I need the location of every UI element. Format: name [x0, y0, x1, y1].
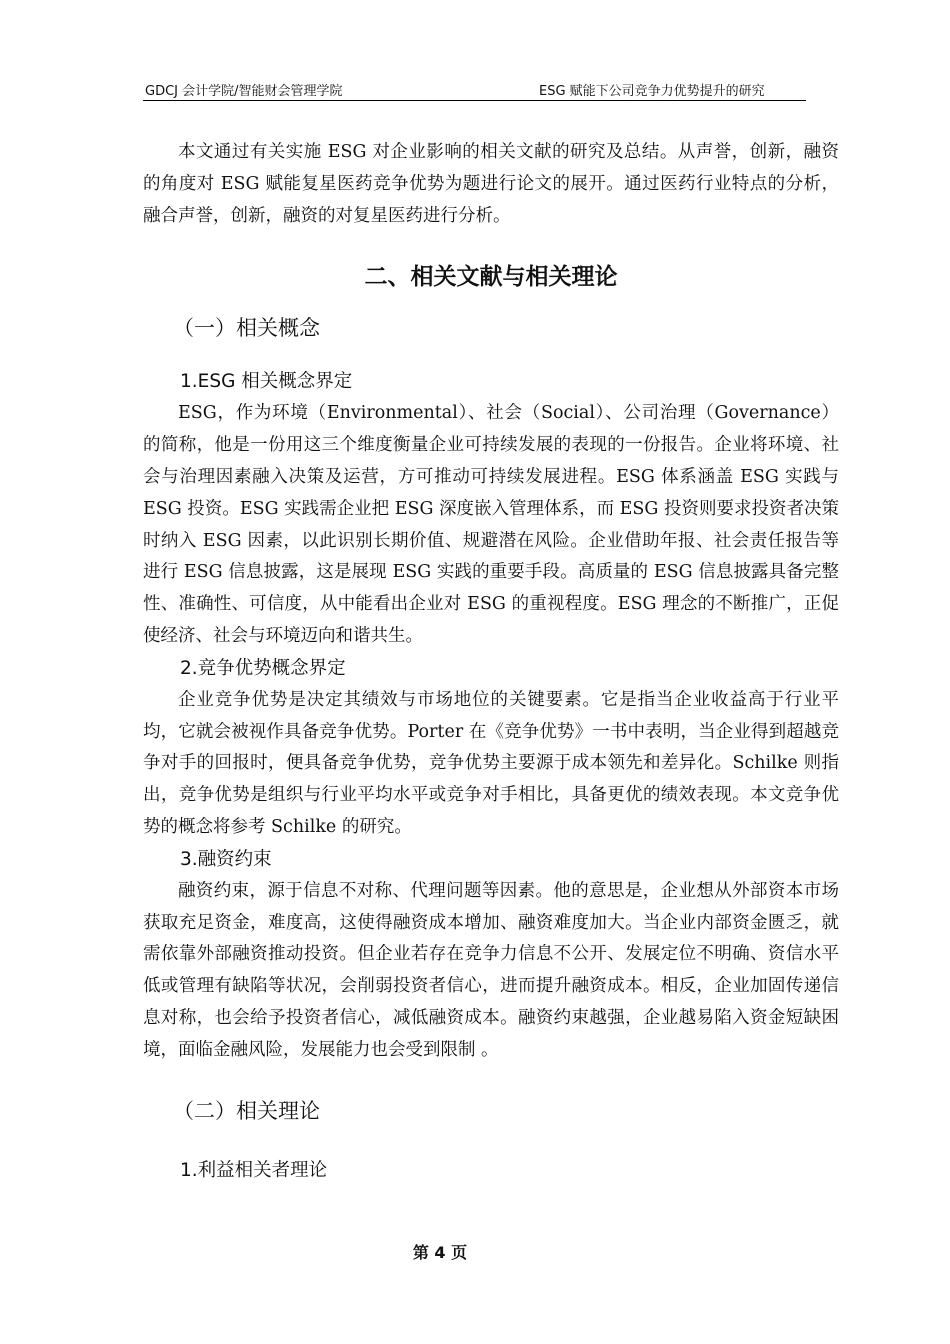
section-heading-concepts: （一）相关概念 — [173, 316, 320, 341]
chapter-title: 二、相关文献与相关理论 — [364, 264, 618, 291]
page-number: 第 4 页 — [412, 1243, 468, 1262]
header-thesis-title: ESG 赋能下公司竞争力优势提升的研究 — [539, 84, 765, 99]
page-header — [143, 78, 806, 101]
intro-paragraph: 本文通过有关实施 ESG 对企业影响的相关文献的研究及总结。从声誉，创新，融资的角度对 ESG 赋能复星医药竞争优势为题进行论文的展开。通过医药行业特点的分析，融合声誉，创新，融资的对复星医药进行分析。 — [143, 142, 839, 226]
section-heading-theories: （二）相关理论 — [173, 1098, 320, 1123]
paragraph-esg: ESG，作为环境（Environmental）、社会（Social）、公司治理（Governance）的简称，他是一份用这三个维度衡量企业可持续发展的表现的一份报告。企业将环境、社会与治理因素融入决策及运营，方可推动可持续发展进程。ESG 体系涵盖 ESG 实践与 ESG 投资。ESG 实践需企业把 ESG 深度嵌入管理体系，而 ESG 投资则要求投资者决策时纳入 ESG 因素，以此识别长期价值、规避潜在风险。企业借助年报、社会责任报告等进行 ESG 信息披露，这是展现 ESG 实践的重要手段。高质量的 ESG 信息披露具备完整性、准确性、可信度，从中能看出企业对 ESG 的重视程度。ESG 理念的不断推广，正促使经济、社会与环境迈向和谐共生。 — [143, 403, 839, 646]
subsection-heading-esg: 1.ESG 相关概念界定 — [180, 371, 353, 393]
page-body — [143, 137, 839, 1187]
paragraph-financing-constraints: 融资约束，源于信息不对称、代理问题等因素。他的意思是，企业想从外部资本市场获取充足资金，难度高，这使得融资成本增加、融资难度加大。当企业内部资金匮乏，就需依靠外部融资推动投资。但企业若存在竞争力信息不公开、发展定位不明确、资信水平低或管理有缺陷等状况，会削弱投资者信心，进而提升融资成本。相反，企业加固传递信息对称，也会给予投资者信心，减低融资成本。融资约束越强，企业越易陷入资金短缺困境，面临金融风险，发展能力也会受到限制 。 — [143, 880, 839, 1060]
subsection-heading-competitive-advantage: 2.竞争优势概念界定 — [180, 657, 346, 679]
paragraph-competitive-advantage: 企业竞争优势是决定其绩效与市场地位的关键要素。它是指当企业收益高于行业平均，它就会被视作具备竞争优势。Porter 在《竞争优势》一书中表明，当企业得到超越竞争对手的回报时，便具备竞争优势，竞争优势主要源于成本领先和差异化。Schilke 则指出，竞争优势是组织与行业平均水平或竞争对手相比，具备更优的绩效表现。本文竞争优势的概念将参考 Schilke 的研究。 — [143, 689, 839, 837]
header-institution: GDCJ 会计学院/智能财会管理学院 — [145, 84, 343, 99]
subsection-heading-stakeholder-theory: 1.利益相关者理论 — [180, 1159, 328, 1181]
subsection-heading-financing-constraints: 3.融资约束 — [180, 848, 272, 870]
